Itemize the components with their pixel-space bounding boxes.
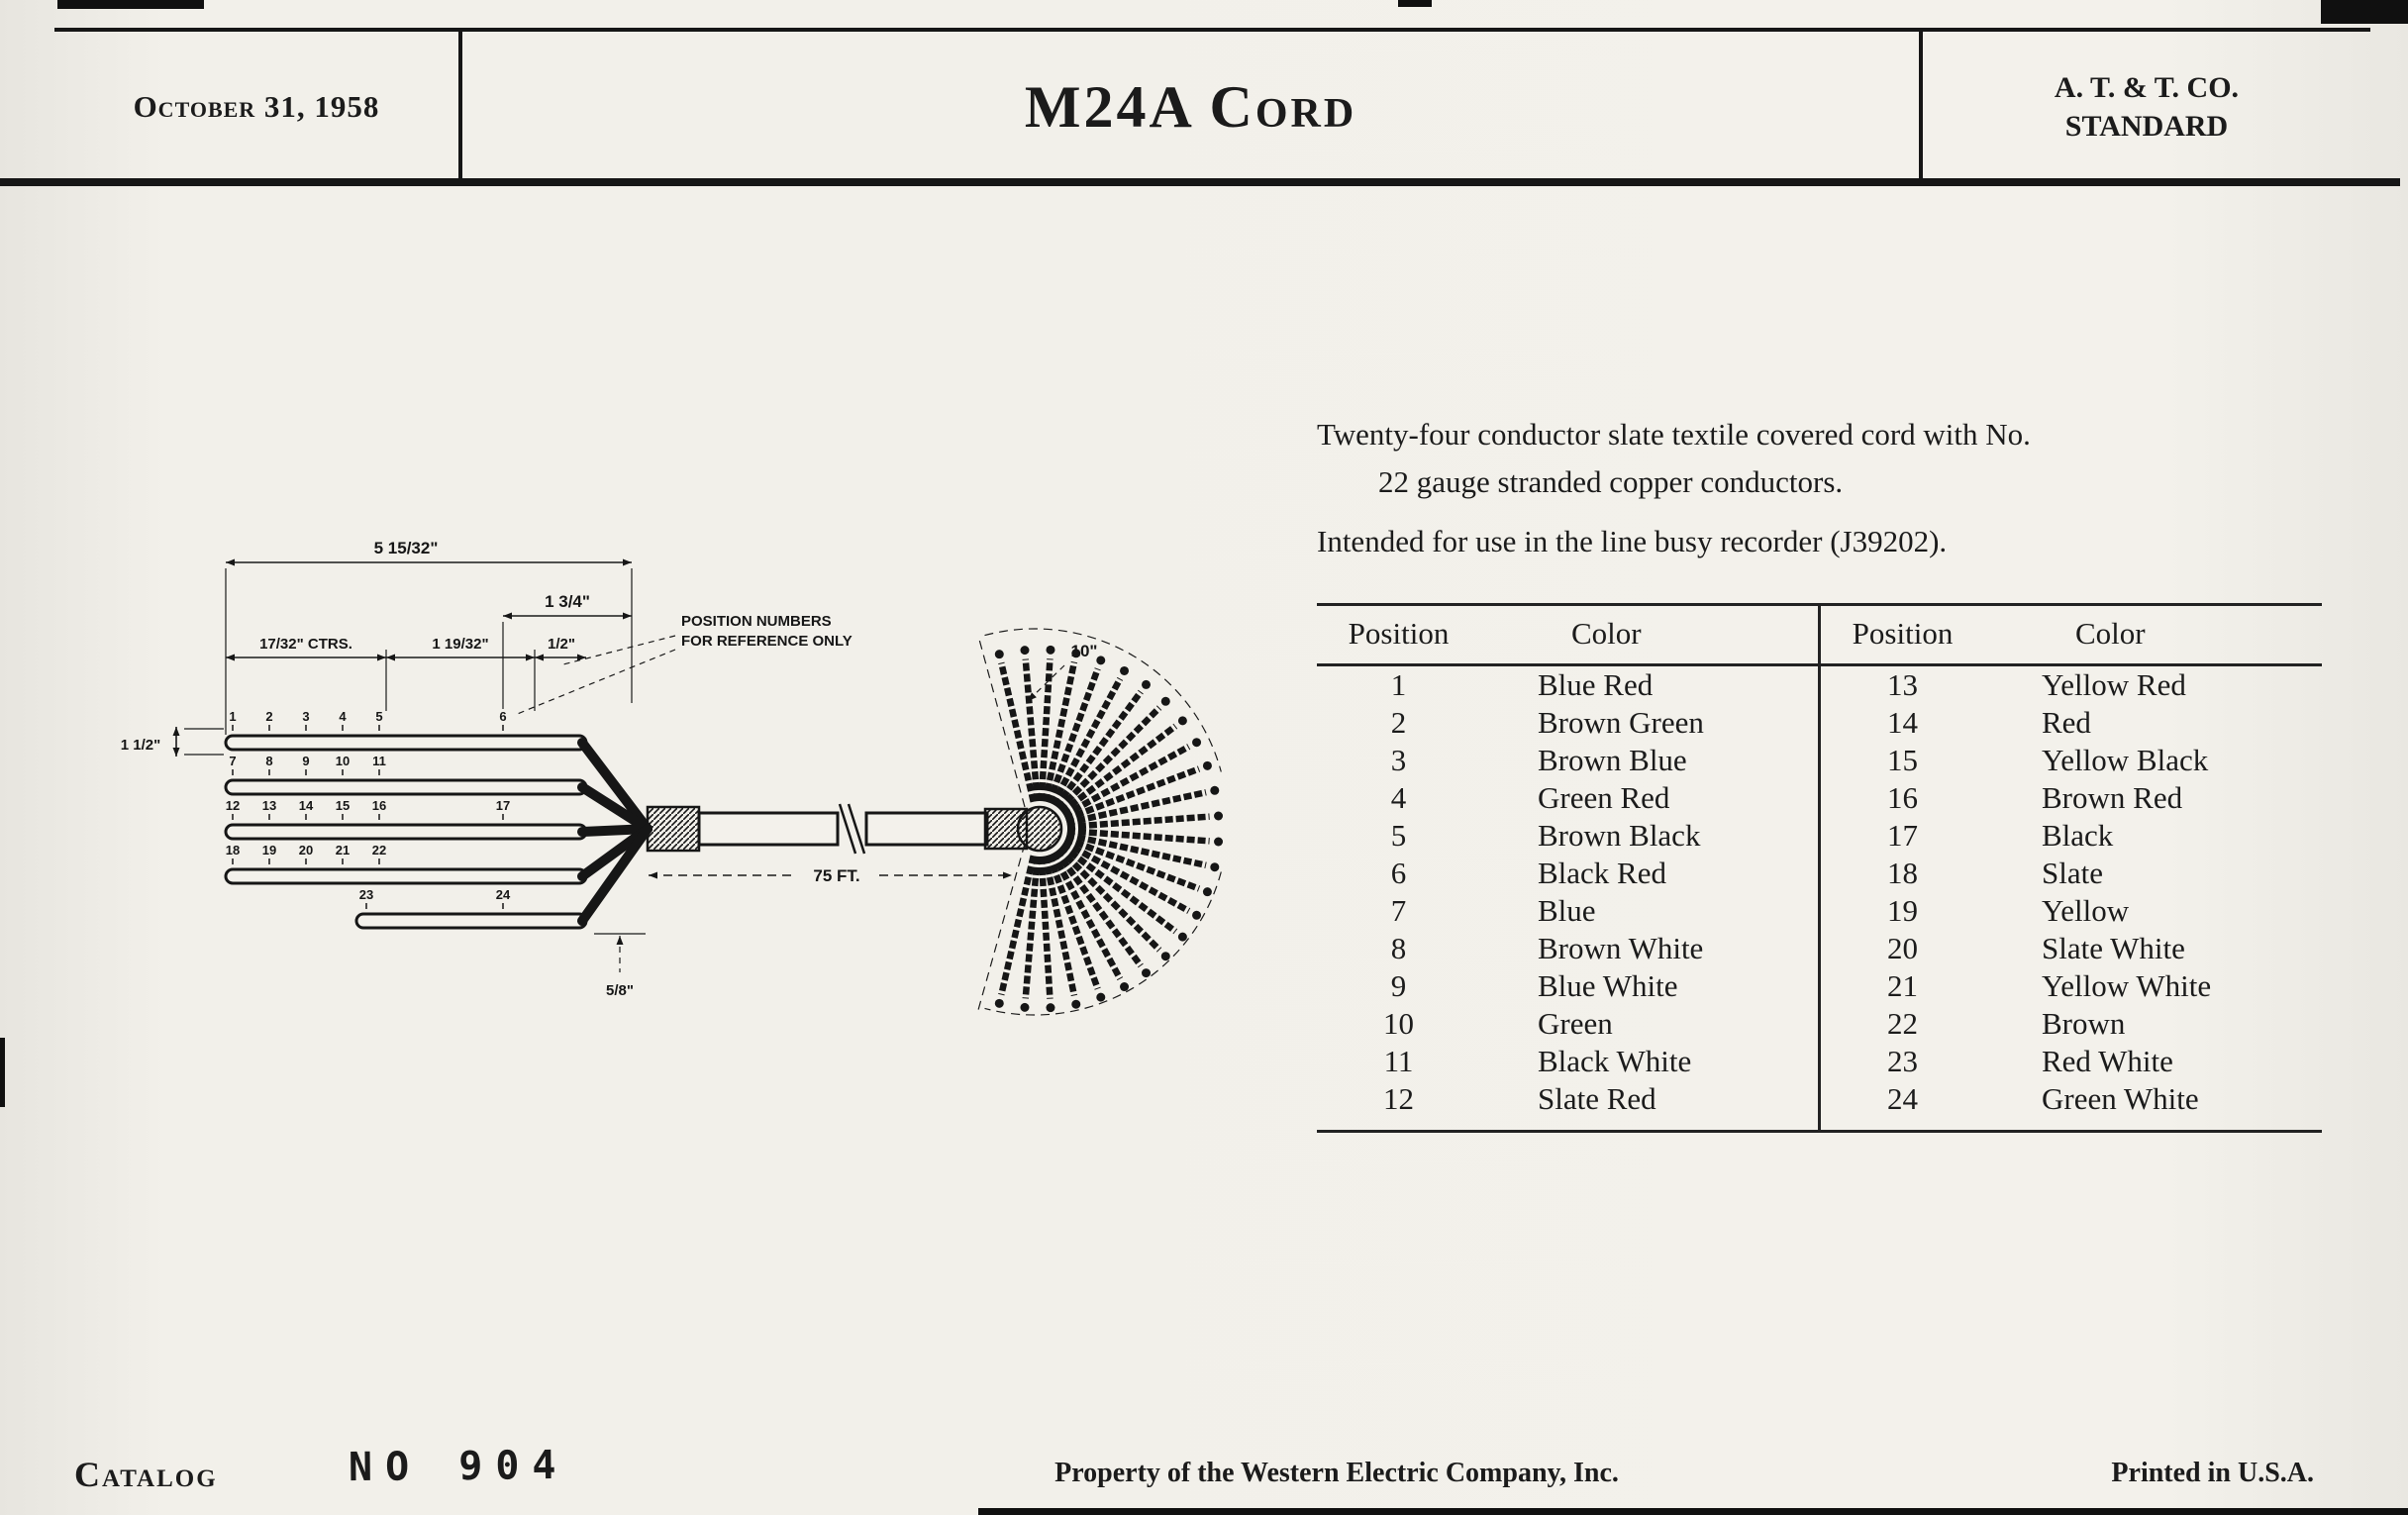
org-standard-label: STANDARD [2064, 110, 2229, 143]
color-cell: Blue White [1538, 968, 1678, 1004]
color-cell: Yellow Red [2042, 667, 2186, 703]
color-cell: Yellow [2042, 893, 2130, 929]
position-cell: 7 [1390, 893, 1407, 929]
table-row [1317, 855, 1818, 892]
position-cell: 11 [1383, 1044, 1414, 1079]
table-row [1821, 779, 2322, 817]
color-cell: Green White [2042, 1081, 2199, 1117]
specifications-section [1317, 411, 2322, 1133]
position-cell: 12 [1383, 1081, 1414, 1117]
table-row [1821, 1005, 2322, 1043]
document-header [54, 28, 2370, 182]
table-row [1821, 1080, 2322, 1118]
table-row [1317, 892, 1818, 930]
position-cell: 17 [1887, 818, 1918, 854]
color-cell: Black [2042, 818, 2114, 854]
position-number: 21 [335, 843, 351, 858]
color-cell: Brown Green [1538, 705, 1704, 741]
property-notice: Property of the Western Electric Company, Inc. [1054, 1458, 1619, 1488]
dim-fan-radius-label: 10" [1070, 642, 1098, 660]
position-cell: 24 [1887, 1081, 1918, 1117]
position-cell: 10 [1383, 1006, 1414, 1042]
header-title-cell [462, 32, 1919, 182]
position-cell: 3 [1390, 743, 1407, 778]
prong-row-2 [226, 780, 586, 794]
position-header: Position [1348, 616, 1450, 652]
color-cell: Green Red [1538, 780, 1670, 816]
color-cell: Red [2042, 705, 2091, 741]
position-cell: 2 [1390, 705, 1407, 741]
table-row [1821, 930, 2322, 967]
page-title: M24A Cord [1024, 73, 1357, 140]
table-row [1317, 704, 1818, 742]
cord-diagram-section [59, 356, 1248, 1050]
cable-section-1 [699, 813, 838, 845]
dim-stub-label: 5/8" [606, 982, 634, 999]
color-cell: Brown Black [1538, 818, 1701, 854]
position-cell: 21 [1887, 968, 1918, 1004]
table-row [1317, 1005, 1818, 1043]
color-cell: Blue Red [1538, 667, 1654, 703]
scan-artifact [2321, 0, 2408, 24]
position-cell: 4 [1390, 780, 1407, 816]
prong-row-3 [226, 825, 586, 839]
table-row [1317, 1080, 1818, 1118]
table-row [1821, 1043, 2322, 1080]
color-table-left-half [1317, 606, 1818, 1130]
position-cell: 23 [1887, 1044, 1918, 1079]
printed-notice: Printed in U.S.A. [2111, 1458, 2314, 1488]
position-cell: 8 [1390, 931, 1407, 966]
position-number: 22 [371, 843, 387, 858]
conductor-color-table [1317, 603, 2322, 1133]
issue-date: October 31, 1958 [133, 89, 380, 124]
catalog-number-stamp: NO 904 [348, 1442, 569, 1491]
table-row [1317, 930, 1818, 967]
table-row [1317, 1043, 1818, 1080]
table-header [1821, 606, 2322, 666]
dim-half-label: 1/2" [548, 636, 575, 653]
color-cell: Slate Red [1538, 1081, 1656, 1117]
catalog-label: Catalog [74, 1455, 218, 1494]
prong-row-4 [226, 869, 586, 883]
position-number: 18 [225, 843, 241, 858]
position-number: 11 [372, 754, 386, 768]
table-row [1821, 742, 2322, 779]
position-number: 8 [265, 754, 273, 768]
position-number: 3 [302, 709, 310, 724]
dim-length-label: 75 FT. [813, 866, 860, 885]
color-cell: Yellow White [2042, 968, 2212, 1004]
table-row [1317, 742, 1818, 779]
position-cell: 20 [1887, 931, 1918, 966]
color-cell: Brown White [1538, 931, 1704, 966]
position-number: 4 [339, 709, 347, 724]
table-row [1821, 704, 2322, 742]
color-cell: Brown Blue [1538, 743, 1687, 778]
dim-centers-label: 17/32" CTRS. [259, 636, 352, 653]
position-number: 10 [335, 754, 351, 768]
position-number: 17 [495, 798, 511, 813]
description-line2: 22 gauge stranded copper conductors. [1378, 464, 1844, 500]
color-cell: Slate White [2042, 931, 2185, 966]
position-number: 19 [261, 843, 277, 858]
table-row [1317, 779, 1818, 817]
scan-artifact [0, 1038, 5, 1107]
color-cell: Black Red [1538, 856, 1666, 891]
prong-row-5 [356, 914, 586, 928]
cable-whipping [648, 807, 699, 851]
color-cell: Brown Red [2042, 780, 2183, 816]
color-cell: Red White [2042, 1044, 2173, 1079]
color-header: Color [2075, 616, 2146, 652]
position-number: 5 [375, 709, 383, 724]
description-line1: Twenty-four conductor slate textile covered cord with No. [1317, 417, 2031, 452]
color-cell: Brown [2042, 1006, 2126, 1042]
position-note-line2: FOR REFERENCE ONLY [681, 633, 853, 650]
position-number: 23 [358, 887, 374, 902]
cord-diagram [59, 356, 1248, 1050]
position-note-line1: POSITION NUMBERS [681, 613, 832, 630]
description-paragraph [1317, 411, 2322, 506]
color-cell: Green [1538, 1006, 1613, 1042]
position-cell: 9 [1390, 968, 1407, 1004]
position-cell: 18 [1887, 856, 1918, 891]
position-cell: 15 [1887, 743, 1918, 778]
table-row [1317, 817, 1818, 855]
position-number: 16 [371, 798, 387, 813]
position-number: 24 [495, 887, 511, 902]
color-cell: Slate [2042, 856, 2103, 891]
scan-artifact [57, 0, 204, 9]
scan-artifact [1398, 0, 1432, 7]
table-row [1821, 967, 2322, 1005]
table-row [1821, 892, 2322, 930]
position-number: 15 [335, 798, 351, 813]
dim-spacing-label: 1 19/32" [432, 636, 489, 653]
position-number: 6 [499, 709, 507, 724]
header-date-cell [54, 32, 462, 182]
position-number: 9 [302, 754, 310, 768]
org-name: A. T. & T. CO. [2054, 71, 2240, 104]
table-row [1317, 666, 1818, 704]
color-cell: Blue [1538, 893, 1596, 929]
position-number: 20 [298, 843, 314, 858]
position-number: 1 [229, 709, 237, 724]
header-org-cell [1919, 32, 2370, 182]
dim-tip-label: 1 3/4" [545, 592, 590, 611]
scan-artifact [978, 1508, 2408, 1515]
header-rule [0, 178, 2400, 186]
table-row [1821, 666, 2322, 704]
color-cell: Yellow Black [2042, 743, 2209, 778]
position-cell: 22 [1887, 1006, 1918, 1042]
position-number: 12 [225, 798, 241, 813]
position-header: Position [1852, 616, 1954, 652]
dim-overall-label: 5 15/32" [373, 539, 439, 557]
position-cell: 13 [1887, 667, 1918, 703]
table-row [1821, 817, 2322, 855]
table-row [1317, 967, 1818, 1005]
cable-section-2 [866, 813, 987, 845]
position-cell: 19 [1887, 893, 1918, 929]
color-header: Color [1571, 616, 1642, 652]
position-number: 7 [229, 754, 237, 768]
table-row [1821, 855, 2322, 892]
position-cell: 14 [1887, 705, 1918, 741]
position-cell: 6 [1390, 856, 1407, 891]
intended-use: Intended for use in the line busy recorder (J39202). [1317, 524, 1948, 559]
dim-lead-label: 1 1/2" [120, 737, 161, 754]
color-table-right-half [1818, 606, 2322, 1130]
prong-row-1 [226, 736, 586, 750]
position-number: 2 [265, 709, 273, 724]
position-number: 13 [261, 798, 277, 813]
position-cell: 16 [1887, 780, 1918, 816]
position-cell: 5 [1390, 818, 1407, 854]
color-cell: Black White [1538, 1044, 1692, 1079]
table-header [1317, 606, 1818, 666]
position-number: 14 [298, 798, 314, 813]
position-cell: 1 [1390, 667, 1407, 703]
